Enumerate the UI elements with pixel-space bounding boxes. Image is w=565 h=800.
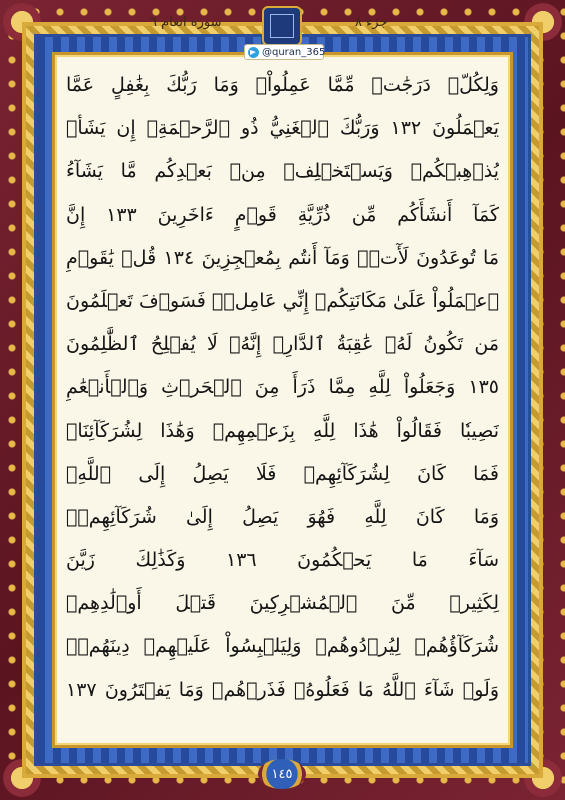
verse-line: مَن تَكُونُ لَهُۥ عَٰقِبَةُ ٱلدَّارِۚ إِنَّهُۥ لَا يُفۡلِحُ ٱلظَّٰلِمُونَ	[66, 333, 499, 356]
verse-line: وَلَوۡ شَآءَ ٱللَّهُ مَا فَعَلُوهُۖ فَذَرۡهُمۡ وَمَا يَفۡتَرُونَ ١٣٧	[66, 678, 499, 701]
verse-line: ٱعۡمَلُواْ عَلَىٰ مَكَانَتِكُمۡ إِنِّي عَامِلٞۖ فَسَوۡفَ تَعۡلَمُونَ	[66, 289, 499, 312]
verse-text	[66, 64, 499, 732]
telegram-handle-badge[interactable]	[244, 44, 324, 60]
verse-line: يَعۡمَلُونَ ١٣٢ وَرَبُّكَ ٱلۡغَنِيُّ ذُو ٱلرَّحۡمَةِۚ إِن يَشَأۡ	[66, 117, 499, 140]
page-number: ١٤٥	[258, 759, 306, 789]
surah-label: سوره انعام ٦	[150, 15, 222, 30]
verse-line: نَصِيبٗا فَقَالُواْ هَٰذَا لِلَّهِ بِزَعۡمِهِمۡ وَهَٰذَا لِشُرَكَآئِنَاۖ	[66, 419, 499, 442]
verse-line: لِكَثِيرٖ مِّنَ ٱلۡمُشۡرِكِينَ قَتۡلَ أَوۡلَٰدِهِمۡ	[66, 592, 499, 615]
telegram-icon	[248, 47, 259, 58]
juz-label: جزء ٨	[355, 15, 388, 30]
verse-line: سَآءَ مَا يَحۡكُمُونَ ١٣٦ وَكَذَٰلِكَ زَيَّنَ	[66, 549, 499, 572]
verse-line: مَا تُوعَدُونَ لَأٓتٖۖ وَمَآ أَنتُم بِمُعۡجِزِينَ ١٣٤ قُلۡ يَٰقَوۡمِ	[66, 246, 499, 269]
emblem-icon	[262, 6, 302, 46]
verse-line: شُرَكَآؤُهُمۡ لِيُرۡدُوهُمۡ وَلِيَلۡبِسُواْ عَلَيۡهِمۡ دِينَهُمۡۖ	[66, 635, 499, 658]
page-header	[0, 0, 565, 48]
verse-line: وَمَا كَانَ لِلَّهِ فَهُوَ يَصِلُ إِلَىٰ شُرَكَآئِهِمۡۗ	[66, 505, 499, 528]
verse-line: فَمَا كَانَ لِشُرَكَآئِهِمۡ فَلَا يَصِلُ إِلَى ٱللَّهِۖ	[66, 462, 499, 485]
verse-line: يُذۡهِبۡكُمۡ وَيَسۡتَخۡلِفۡ مِنۢ بَعۡدِكُم مَّا يَشَآءُ	[66, 160, 499, 183]
handle-text: @quran_365	[262, 46, 326, 58]
verse-line: وَلِكُلّٖ دَرَجَٰتٞ مِّمَّا عَمِلُواْۚ وَمَا رَبُّكَ بِغَٰفِلٍ عَمَّا	[66, 74, 499, 96]
verse-line: ١٣٥ وَجَعَلُواْ لِلَّهِ مِمَّا ذَرَأَ مِنَ ٱلۡحَرۡثِ وَٱلۡأَنۡعَٰمِ	[66, 376, 499, 399]
verse-line: كَمَآ أَنشَأَكُم مِّن ذُرِّيَّةِ قَوۡمٍ ءَاخَرِينَ ١٣٣ إِنَّ	[66, 203, 499, 226]
